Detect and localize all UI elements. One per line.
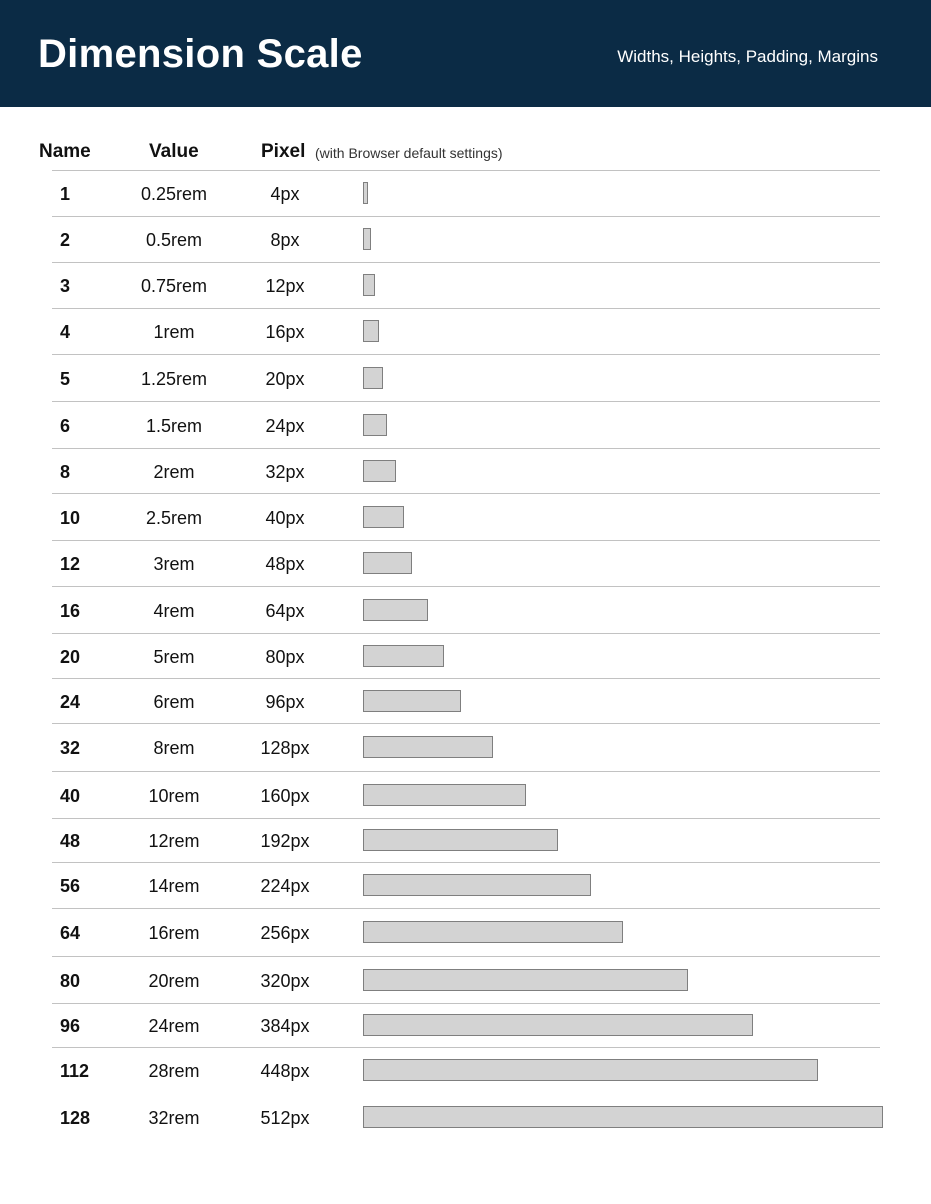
row-name: 3	[60, 276, 71, 296]
row-value: 12rem	[148, 831, 200, 851]
row-name: 128	[60, 1107, 91, 1128]
dimension-bar	[363, 506, 404, 528]
column-header-pixel-note: (with Browser default settings)	[315, 145, 503, 161]
row-value: 0.5rem	[145, 230, 203, 250]
row-divider	[52, 818, 880, 819]
dimension-bar	[363, 921, 623, 943]
row-name: 2	[60, 230, 71, 250]
row-name: 1	[60, 184, 71, 204]
row-name: 40	[60, 785, 81, 806]
row-divider	[52, 633, 880, 634]
row-pixel: 24px	[265, 415, 305, 436]
row-pixel: 40px	[265, 507, 305, 528]
row-pixel: 20px	[265, 368, 305, 389]
dimension-bar	[363, 1014, 753, 1036]
row-name: 56	[60, 876, 81, 896]
row-name: 80	[60, 970, 81, 991]
row-name: 8	[60, 461, 71, 482]
row-pixel: 256px	[260, 923, 310, 943]
row-value: 3rem	[153, 554, 195, 574]
dimension-bar	[363, 228, 371, 250]
dimension-bar	[363, 784, 526, 806]
row-value: 16rem	[148, 923, 200, 943]
column-header-name: Name	[39, 141, 91, 162]
dimension-bar	[363, 736, 493, 758]
row-pixel: 384px	[260, 1016, 310, 1036]
row-name: 10	[60, 507, 81, 528]
dimension-bar	[363, 320, 379, 342]
row-divider	[52, 216, 880, 217]
row-pixel: 96px	[265, 691, 305, 712]
page-subtitle: Widths, Heights, Padding, Margins	[617, 47, 878, 66]
row-divider	[52, 308, 880, 309]
row-pixel: 64px	[265, 600, 305, 621]
row-divider	[52, 723, 880, 724]
row-value: 10rem	[148, 785, 200, 806]
row-divider	[52, 908, 880, 909]
row-pixel: 48px	[265, 554, 305, 574]
row-value: 14rem	[148, 876, 200, 896]
row-value: 28rem	[148, 1061, 200, 1081]
row-divider	[52, 862, 880, 863]
dimension-bar	[363, 274, 375, 296]
dimension-bar	[363, 599, 428, 621]
row-divider	[52, 493, 880, 494]
row-value: 8rem	[153, 738, 195, 758]
row-value: 0.75rem	[140, 276, 208, 296]
row-divider	[52, 262, 880, 263]
row-divider	[52, 678, 880, 679]
row-divider	[52, 956, 880, 957]
row-value: 1.25rem	[140, 368, 208, 389]
page-title: Dimension Scale	[38, 32, 363, 76]
row-value: 24rem	[148, 1016, 200, 1036]
dimension-bar	[363, 460, 396, 482]
row-pixel: 224px	[260, 876, 310, 896]
dimension-bar	[363, 829, 558, 851]
row-value: 32rem	[148, 1107, 200, 1128]
row-pixel: 448px	[260, 1061, 310, 1081]
dimension-bar	[363, 969, 688, 991]
row-pixel: 128px	[260, 738, 310, 758]
row-value: 6rem	[153, 691, 195, 712]
row-divider	[52, 170, 880, 171]
dimension-bar	[363, 414, 387, 436]
dimension-bar	[363, 182, 368, 204]
row-value: 2rem	[153, 461, 195, 482]
row-pixel: 320px	[260, 970, 310, 991]
row-name: 96	[60, 1016, 81, 1036]
row-value: 20rem	[148, 970, 200, 991]
row-name: 5	[60, 368, 71, 389]
row-pixel: 160px	[260, 785, 310, 806]
row-pixel: 32px	[265, 461, 305, 482]
row-pixel: 12px	[265, 276, 305, 296]
row-value: 1.5rem	[145, 415, 203, 436]
row-name: 12	[60, 554, 81, 574]
dimension-bar	[363, 645, 444, 667]
row-divider	[52, 354, 880, 355]
row-name: 24	[60, 691, 81, 712]
row-name: 6	[60, 415, 71, 436]
row-pixel: 4px	[270, 184, 300, 204]
row-pixel: 80px	[265, 646, 305, 667]
row-pixel: 512px	[260, 1107, 310, 1128]
row-divider	[52, 1047, 880, 1048]
row-divider	[52, 540, 880, 541]
row-name: 112	[60, 1061, 90, 1081]
row-value: 2.5rem	[145, 507, 203, 528]
dimension-bar	[363, 1106, 883, 1128]
column-header-value: Value	[149, 141, 199, 162]
row-name: 64	[60, 923, 81, 943]
row-name: 4	[60, 322, 71, 342]
row-divider	[52, 586, 880, 587]
row-name: 20	[60, 646, 81, 667]
dimension-bar	[363, 874, 591, 896]
dimension-bar	[363, 552, 412, 574]
dimension-bar	[363, 690, 461, 712]
row-pixel: 8px	[270, 230, 300, 250]
row-divider	[52, 771, 880, 772]
row-value: 4rem	[153, 600, 195, 621]
row-value: 0.25rem	[140, 184, 208, 204]
row-pixel: 16px	[265, 322, 305, 342]
row-value: 1rem	[153, 322, 195, 342]
row-pixel: 192px	[260, 831, 310, 851]
column-header-pixel: Pixel	[261, 141, 306, 162]
row-value: 5rem	[153, 646, 195, 667]
row-name: 16	[60, 600, 81, 621]
row-divider	[52, 448, 880, 449]
row-divider	[52, 1003, 880, 1004]
dimension-bar	[363, 1059, 818, 1081]
dimension-bar	[363, 367, 383, 389]
row-name: 32	[60, 738, 81, 758]
row-divider	[52, 401, 880, 402]
row-name: 48	[60, 831, 81, 851]
page-header	[0, 0, 931, 107]
